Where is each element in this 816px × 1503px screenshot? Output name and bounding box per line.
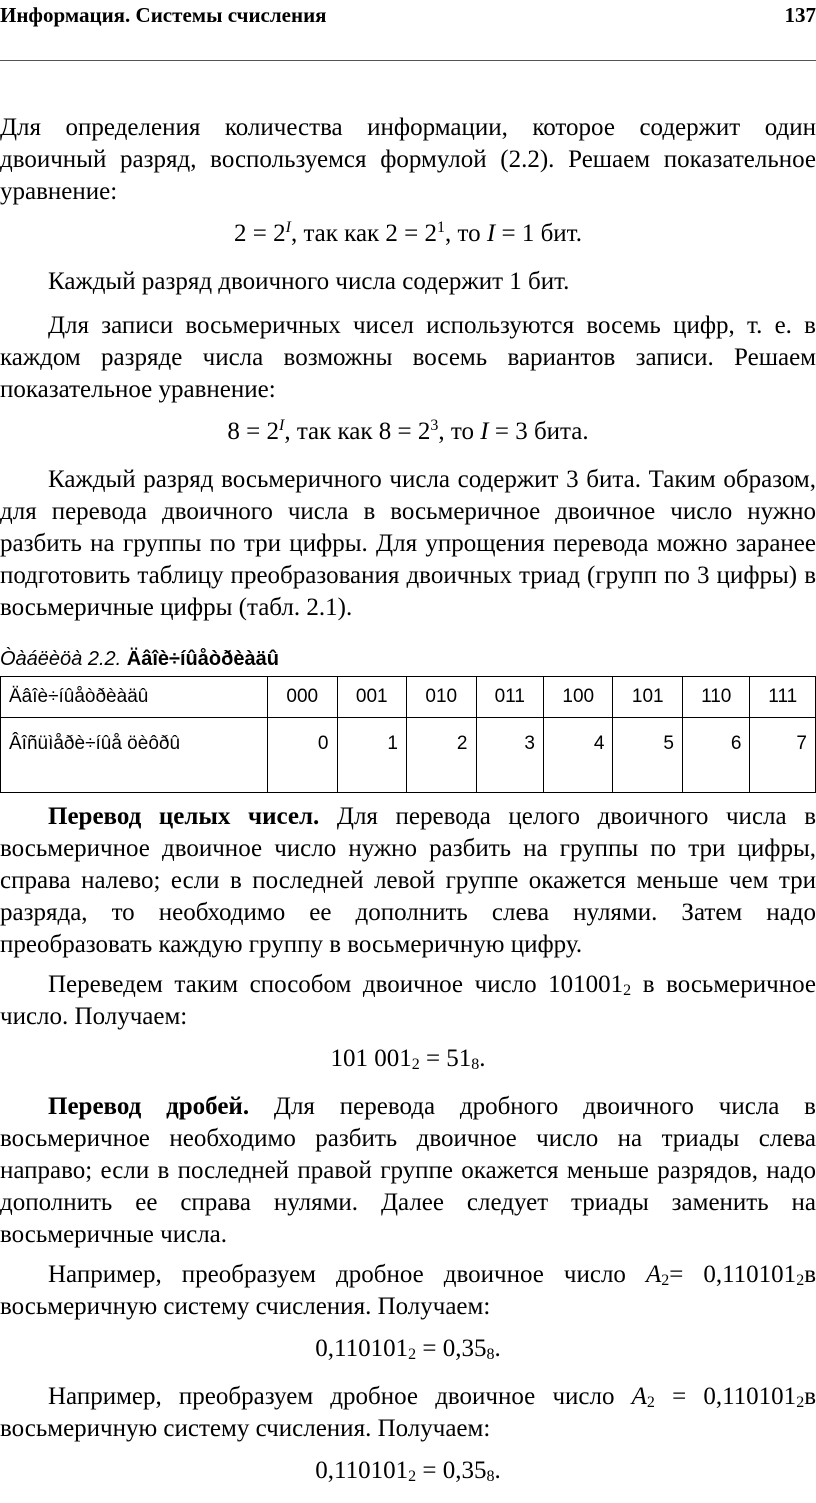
triad-table — [0, 676, 816, 793]
table-row — [1, 718, 816, 793]
table-cell: 100 — [543, 677, 613, 718]
paragraph: Для записи восьмеричных чисел используются восемь цифр, т. е. в каждом разряде числа возможны восемь вариантов записи. Решаем показательное уравнение: — [0, 310, 816, 406]
table-cell: 4 — [543, 718, 613, 793]
table-cell: 2 — [407, 718, 477, 793]
table-row — [1, 677, 816, 718]
header-rule — [0, 60, 816, 61]
paragraph: Каждый разряд восьмеричного числа содержит 3 бита. Таким образом, для перевода двоичного числа в восьмеричное двоичное число нужно разбить на группы по три цифры. Для упрощения перевода можно заранее подготовить таблицу преобразования двоичных триад (групп по 3 цифры) в восьмеричные цифры (табл. 2.1). — [0, 464, 816, 624]
equation: $0,110101_2 = 0,35_8$. — [0, 1455, 816, 1487]
equation: $0,110101_2 = 0,35_8$. — [0, 1333, 816, 1365]
table-cell: 111 — [750, 677, 816, 718]
paragraph: Перевод целых чисел. Для перевода целого двоичного числа в восьмеричное двоичное число нужно разбить на группы по три цифры, справа налево; если в последней левой группе окажется меньше чем три разряда, то необходимо ее дополнить слева нулями. Затем надо преобразовать каждую группу в восьмеричную цифру. — [0, 801, 816, 961]
table-cell: 6 — [682, 718, 749, 793]
table-cell: 0 — [268, 718, 338, 793]
table-cell: 000 — [268, 677, 338, 718]
equation: $2 = 2^I$, так как $2 = 2^1$, то I = 1 бит. — [0, 218, 816, 250]
paragraph: Для определения количества информации, которое содержит один двоичный разряд, воспользуемся формулой (2.2). Решаем показательное уравнение: — [0, 112, 816, 208]
paragraph: Например, преобразуем дробное двоичное число $A_2 = 0,110101_2в$ восьмеричную систему счисления. Получаем: — [0, 1381, 816, 1445]
table-cell: 001 — [337, 677, 407, 718]
paragraph: Например, преобразуем дробное двоичное число $A_2= 0,110101_2в$ восьмеричную систему счисления. Получаем: — [0, 1259, 816, 1323]
table-cell: 101 — [613, 677, 683, 718]
paragraph: Каждый разряд двоичного числа содержит 1 бит. — [0, 266, 816, 298]
table-cell: 1 — [337, 718, 407, 793]
table-cell: 110 — [682, 677, 749, 718]
page-body — [0, 112, 816, 1503]
table-cell: 5 — [613, 718, 683, 793]
table-caption: Òàáëèöà 2.2. Äâîè÷íûåòðèàäû — [0, 646, 816, 672]
table-cell: 010 — [407, 677, 477, 718]
page-number: 137 — [785, 3, 816, 28]
table-cell: 7 — [750, 718, 816, 793]
table-cell: 011 — [476, 677, 543, 718]
row-header: Âîñüìåðè÷íûå öèôðû — [1, 718, 268, 793]
running-header — [0, 0, 816, 30]
paragraph: Переведем таким способом двоичное число $101001_2$ в восьмеричное число. Получаем: — [0, 969, 816, 1033]
equation: $8 = 2^I$, так как $8 = 2^3$, то I = 3 бита. — [0, 416, 816, 448]
row-header: Äâîè÷íûåòðèàäû — [1, 677, 268, 718]
header-title: Информация. Системы счисления — [0, 3, 327, 28]
paragraph: Перевод дробей. Для перевода дробного двоичного числа в восьмеричное необходимо разбить двоичное число на триады слева направо; если в последней правой группе окажется меньше разрядов, надо дополнить ее справа нулями. Далее следует триады заменить на восьмеричные числа. — [0, 1091, 816, 1251]
table-cell: 3 — [476, 718, 543, 793]
equation: 101 $001_2 = 51_8$. — [0, 1043, 816, 1075]
